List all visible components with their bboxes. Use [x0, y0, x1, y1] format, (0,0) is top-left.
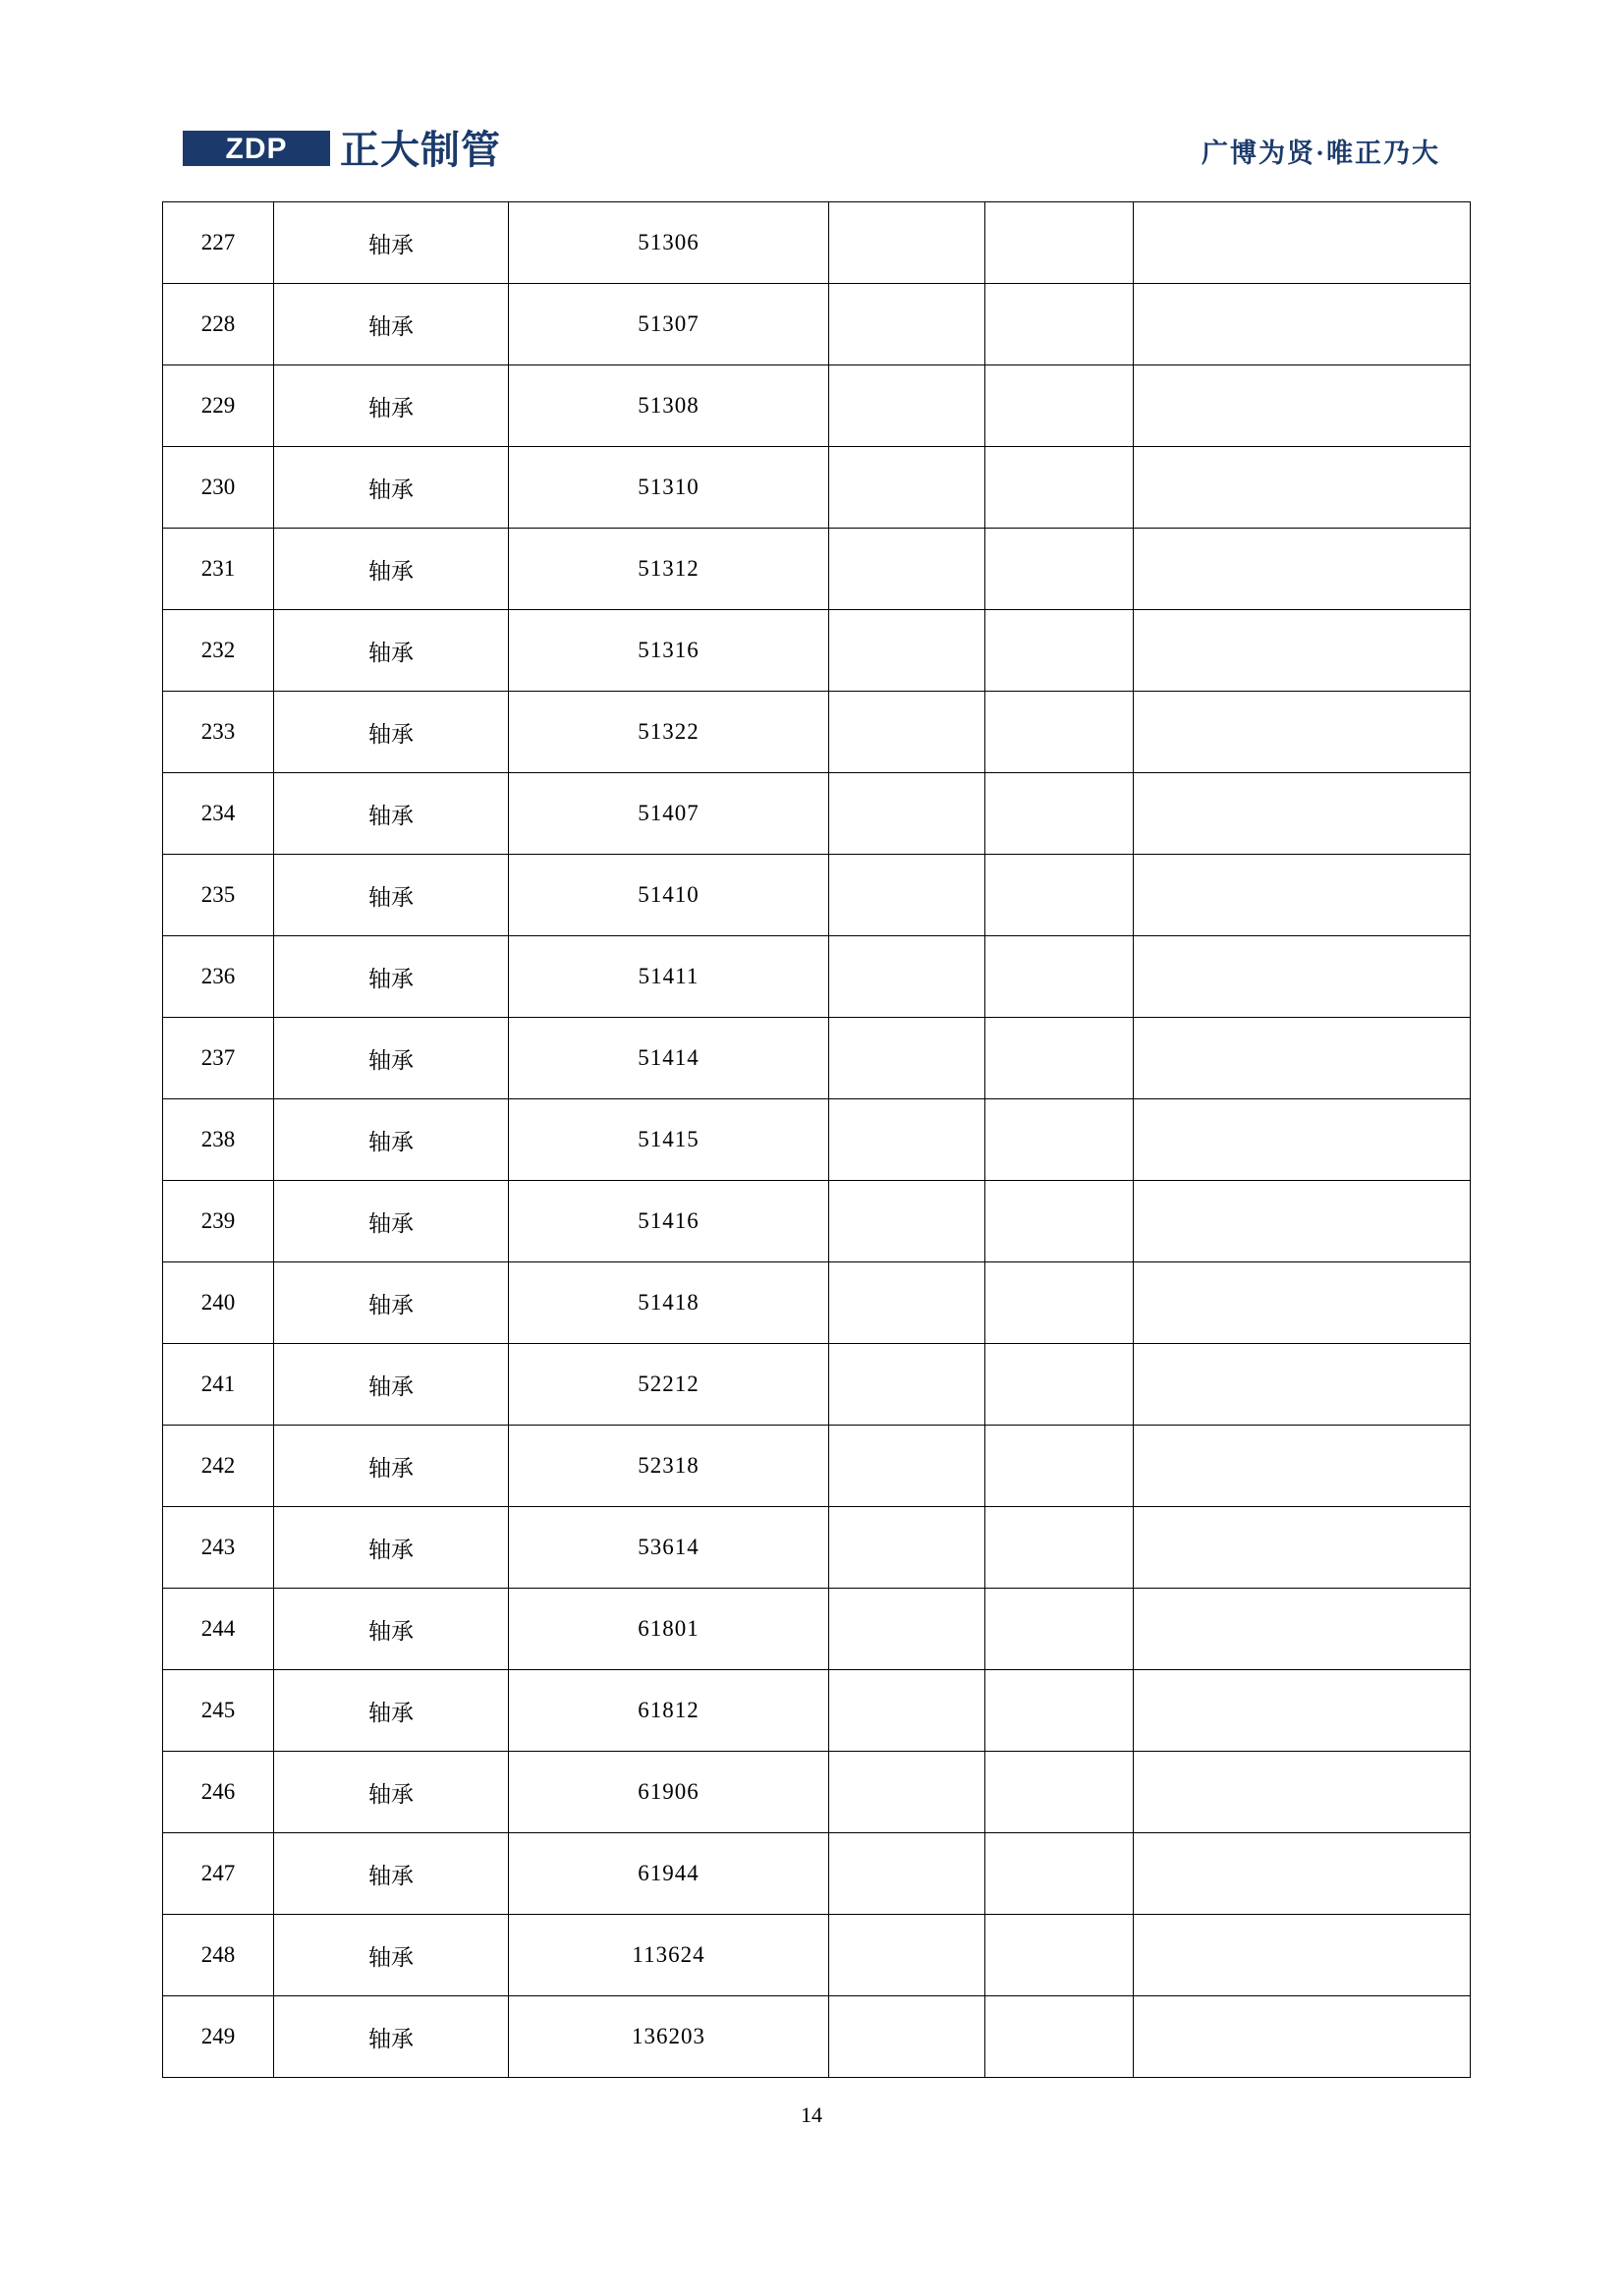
cell-col6: [1134, 610, 1471, 692]
cell-index: 233: [163, 692, 274, 773]
cell-index: 242: [163, 1426, 274, 1507]
cell-col4: [829, 1670, 985, 1752]
cell-model: 52212: [509, 1344, 829, 1426]
company-slogan: 广博为贤·唯正乃大: [1201, 138, 1440, 168]
parts-table: [162, 201, 1471, 2078]
cell-col5: [985, 365, 1134, 447]
cell-col6: [1134, 365, 1471, 447]
cell-col6: [1134, 773, 1471, 855]
cell-col4: [829, 1507, 985, 1589]
cell-col5: [985, 1996, 1134, 2078]
cell-index: 231: [163, 529, 274, 610]
cell-col6: [1134, 1507, 1471, 1589]
cell-col5: [985, 1344, 1134, 1426]
cell-index: 240: [163, 1262, 274, 1344]
cell-model: 53614: [509, 1507, 829, 1589]
cell-index: 247: [163, 1833, 274, 1915]
cell-model: 51306: [509, 202, 829, 284]
cell-name: 轴承: [274, 1589, 509, 1670]
cell-name: 轴承: [274, 1426, 509, 1507]
cell-model: 61812: [509, 1670, 829, 1752]
cell-col5: [985, 855, 1134, 936]
cell-model: 51407: [509, 773, 829, 855]
cell-name: 轴承: [274, 1915, 509, 1996]
cell-col5: [985, 529, 1134, 610]
cell-index: 234: [163, 773, 274, 855]
cell-name: 轴承: [274, 1262, 509, 1344]
cell-col5: [985, 284, 1134, 365]
cell-col4: [829, 610, 985, 692]
cell-col4: [829, 447, 985, 529]
cell-col5: [985, 936, 1134, 1018]
cell-col5: [985, 1099, 1134, 1181]
cell-index: 235: [163, 855, 274, 936]
cell-col4: [829, 1996, 985, 2078]
cell-model: 51411: [509, 936, 829, 1018]
cell-name: 轴承: [274, 284, 509, 365]
cell-col6: [1134, 1752, 1471, 1833]
cell-index: 243: [163, 1507, 274, 1589]
table-row: [163, 1181, 1471, 1262]
cell-col4: [829, 773, 985, 855]
cell-col5: [985, 610, 1134, 692]
cell-name: 轴承: [274, 773, 509, 855]
cell-col4: [829, 855, 985, 936]
cell-name: 轴承: [274, 1752, 509, 1833]
table-row: [163, 1507, 1471, 1589]
cell-col6: [1134, 855, 1471, 936]
cell-model: 51416: [509, 1181, 829, 1262]
table-row: [163, 610, 1471, 692]
cell-col4: [829, 1833, 985, 1915]
cell-col6: [1134, 1018, 1471, 1099]
cell-col5: [985, 1670, 1134, 1752]
cell-col4: [829, 1181, 985, 1262]
table-row: [163, 1752, 1471, 1833]
cell-col4: [829, 202, 985, 284]
cell-col6: [1134, 447, 1471, 529]
table-row: [163, 447, 1471, 529]
cell-name: 轴承: [274, 1099, 509, 1181]
cell-index: 236: [163, 936, 274, 1018]
cell-col5: [985, 773, 1134, 855]
cell-col5: [985, 202, 1134, 284]
table-row: [163, 1344, 1471, 1426]
cell-index: 237: [163, 1018, 274, 1099]
table-row: [163, 1099, 1471, 1181]
cell-col6: [1134, 1262, 1471, 1344]
table-row: [163, 1833, 1471, 1915]
table-row: [163, 1996, 1471, 2078]
cell-col5: [985, 692, 1134, 773]
svg-text:ZDP: ZDP: [225, 132, 288, 165]
page-header: [183, 116, 1440, 185]
cell-model: 61944: [509, 1833, 829, 1915]
cell-col4: [829, 1589, 985, 1670]
cell-col4: [829, 1344, 985, 1426]
cell-col6: [1134, 1915, 1471, 1996]
cell-model: 51307: [509, 284, 829, 365]
cell-model: 51308: [509, 365, 829, 447]
cell-col4: [829, 1099, 985, 1181]
cell-col4: [829, 1018, 985, 1099]
table-row: [163, 773, 1471, 855]
cell-col6: [1134, 1833, 1471, 1915]
cell-index: 248: [163, 1915, 274, 1996]
table-row: [163, 1262, 1471, 1344]
cell-col5: [985, 1752, 1134, 1833]
table-row: [163, 202, 1471, 284]
cell-name: 轴承: [274, 1833, 509, 1915]
cell-index: 244: [163, 1589, 274, 1670]
cell-name: 轴承: [274, 1018, 509, 1099]
cell-index: 228: [163, 284, 274, 365]
zdp-logo-icon: [183, 127, 330, 175]
cell-name: 轴承: [274, 692, 509, 773]
cell-col4: [829, 1426, 985, 1507]
table-row: [163, 1589, 1471, 1670]
cell-name: 轴承: [274, 1507, 509, 1589]
table-row: [163, 529, 1471, 610]
cell-index: 227: [163, 202, 274, 284]
page-number: 14: [801, 2102, 822, 2127]
table-row: [163, 1426, 1471, 1507]
cell-model: 61906: [509, 1752, 829, 1833]
cell-model: 51322: [509, 692, 829, 773]
cell-index: 249: [163, 1996, 274, 2078]
cell-model: 113624: [509, 1915, 829, 1996]
cell-col4: [829, 1752, 985, 1833]
cell-index: 238: [163, 1099, 274, 1181]
cell-index: 232: [163, 610, 274, 692]
cell-name: 轴承: [274, 365, 509, 447]
cell-index: 245: [163, 1670, 274, 1752]
company-logo: [183, 127, 501, 175]
cell-name: 轴承: [274, 1344, 509, 1426]
cell-col6: [1134, 692, 1471, 773]
cell-name: 轴承: [274, 1181, 509, 1262]
cell-col6: [1134, 529, 1471, 610]
table-row: [163, 1018, 1471, 1099]
cell-name: 轴承: [274, 202, 509, 284]
cell-index: 229: [163, 365, 274, 447]
cell-name: 轴承: [274, 936, 509, 1018]
cell-col4: [829, 365, 985, 447]
cell-name: 轴承: [274, 1670, 509, 1752]
cell-index: 241: [163, 1344, 274, 1426]
cell-col6: [1134, 284, 1471, 365]
cell-col5: [985, 1018, 1134, 1099]
cell-col6: [1134, 1996, 1471, 2078]
cell-model: 51316: [509, 610, 829, 692]
cell-col6: [1134, 1670, 1471, 1752]
cell-col6: [1134, 1099, 1471, 1181]
cell-name: 轴承: [274, 610, 509, 692]
cell-col5: [985, 1262, 1134, 1344]
cell-model: 136203: [509, 1996, 829, 2078]
cell-model: 52318: [509, 1426, 829, 1507]
cell-name: 轴承: [274, 1996, 509, 2078]
cell-col6: [1134, 1181, 1471, 1262]
table-row: [163, 855, 1471, 936]
table-row: [163, 692, 1471, 773]
cell-name: 轴承: [274, 447, 509, 529]
cell-col4: [829, 284, 985, 365]
cell-model: 51414: [509, 1018, 829, 1099]
cell-col4: [829, 529, 985, 610]
cell-model: 61801: [509, 1589, 829, 1670]
cell-model: 51418: [509, 1262, 829, 1344]
cell-col5: [985, 1915, 1134, 1996]
cell-col5: [985, 447, 1134, 529]
cell-col4: [829, 936, 985, 1018]
cell-col5: [985, 1426, 1134, 1507]
table-row: [163, 284, 1471, 365]
cell-model: 51312: [509, 529, 829, 610]
cell-name: 轴承: [274, 855, 509, 936]
cell-col4: [829, 692, 985, 773]
cell-model: 51310: [509, 447, 829, 529]
cell-col5: [985, 1833, 1134, 1915]
company-name: 正大制管: [340, 129, 501, 172]
cell-name: 轴承: [274, 529, 509, 610]
cell-index: 246: [163, 1752, 274, 1833]
cell-col4: [829, 1262, 985, 1344]
cell-col5: [985, 1589, 1134, 1670]
table-row: [163, 1670, 1471, 1752]
cell-col6: [1134, 1426, 1471, 1507]
cell-index: 230: [163, 447, 274, 529]
table-row: [163, 365, 1471, 447]
table-row: [163, 1915, 1471, 1996]
cell-col6: [1134, 1344, 1471, 1426]
cell-col6: [1134, 1589, 1471, 1670]
cell-col6: [1134, 202, 1471, 284]
cell-index: 239: [163, 1181, 274, 1262]
table-row: [163, 936, 1471, 1018]
cell-col4: [829, 1915, 985, 1996]
cell-col5: [985, 1181, 1134, 1262]
cell-model: 51410: [509, 855, 829, 936]
cell-col5: [985, 1507, 1134, 1589]
cell-col6: [1134, 936, 1471, 1018]
cell-model: 51415: [509, 1099, 829, 1181]
